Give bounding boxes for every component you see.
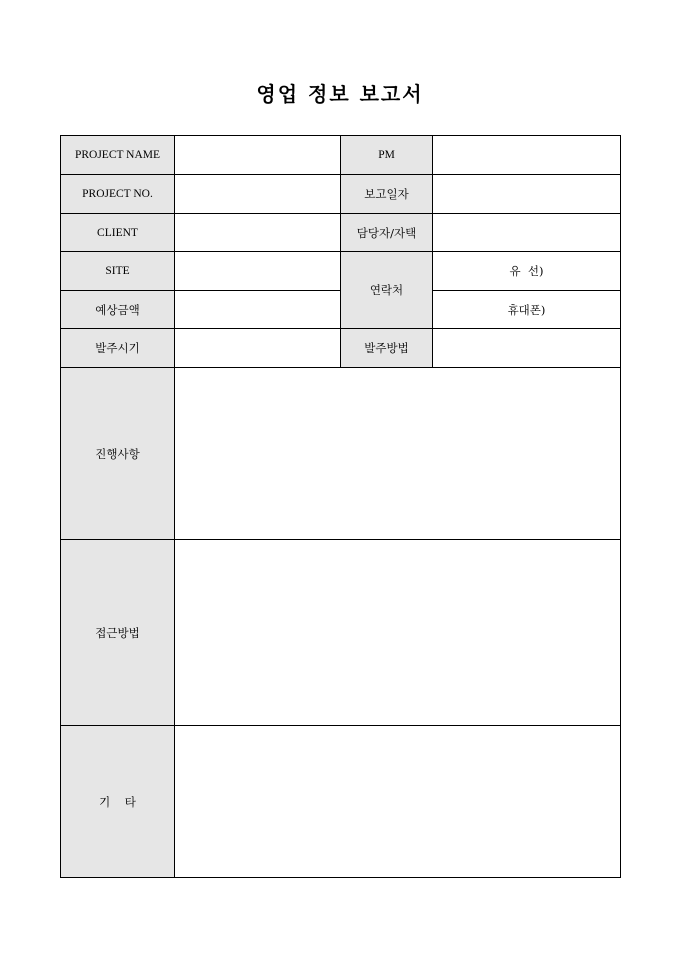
- estimated-amount-field[interactable]: [175, 291, 341, 329]
- client-label: CLIENT: [61, 214, 175, 252]
- progress-field[interactable]: [175, 368, 621, 540]
- site-field[interactable]: [175, 252, 341, 291]
- order-period-field[interactable]: [175, 329, 341, 368]
- person-in-charge-label: 담당자/자택: [341, 214, 433, 252]
- progress-label: 진행사항: [61, 368, 175, 540]
- other-label: 기 타: [61, 726, 175, 878]
- project-name-label: PROJECT NAME: [61, 136, 175, 175]
- mobile-field[interactable]: [433, 291, 621, 329]
- order-method-field[interactable]: [433, 329, 621, 368]
- pm-field[interactable]: [433, 136, 621, 175]
- landline-field[interactable]: [433, 252, 621, 291]
- mobile-prefix: 휴대폰): [507, 302, 546, 317]
- site-label: SITE: [61, 252, 175, 291]
- approach-label: 접근방법: [61, 540, 175, 726]
- page-title: 영업 정보 보고서: [256, 82, 424, 106]
- landline-prefix: 유 선): [509, 264, 544, 278]
- client-field[interactable]: [175, 214, 341, 252]
- project-no-label: PROJECT NO.: [61, 175, 175, 214]
- contact-label: 연락처: [341, 252, 433, 329]
- pm-label: PM: [341, 136, 433, 175]
- person-in-charge-field[interactable]: [433, 214, 621, 252]
- other-field[interactable]: [175, 726, 621, 878]
- project-name-field[interactable]: [175, 136, 341, 175]
- order-method-label: 발주방법: [341, 329, 433, 368]
- report-date-label: 보고일자: [341, 175, 433, 214]
- report-form-table: [60, 135, 621, 878]
- order-period-label: 발주시기: [61, 329, 175, 368]
- estimated-amount-label: 예상금액: [61, 291, 175, 329]
- report-date-field[interactable]: [433, 175, 621, 214]
- approach-field[interactable]: [175, 540, 621, 726]
- project-no-field[interactable]: [175, 175, 341, 214]
